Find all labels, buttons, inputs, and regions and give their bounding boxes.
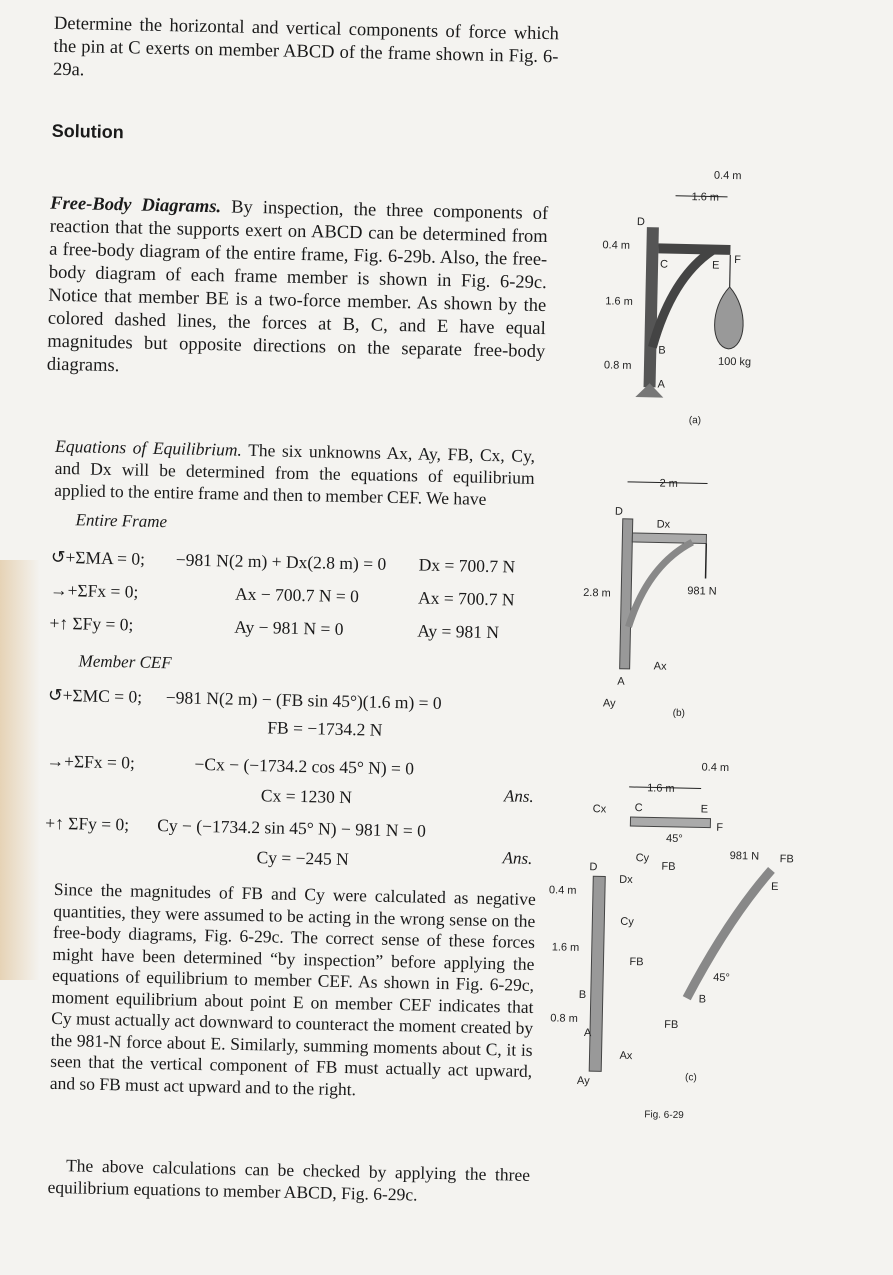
figure-caption: Fig. 6-29 (644, 1109, 684, 1122)
member-cef (632, 533, 706, 544)
dim-span-label: 2 m (659, 477, 678, 490)
since-paragraph: Since the magnitudes of FB and Cy were calculated as negative quantities, they were assumed to be acting in the wrong sense on the free-body diagrams, Fig. 6-29c. The correct sense of these forces might have been determined “by inspection” before applying the equations of equilibrium to member CEF. As shown in Fig. 6-29c, moment equilibrium about point E on member CEF indicates that Cy must actually act downward to counteract the moment created by the 981-N force about E. Similarly, summing moments about C, it is seen that the vertical component of FB must actually act upward, and so FB must act upward and to the right. (49, 878, 536, 1099)
eq-condition: →+ΣFx = 0; (49, 579, 139, 602)
member-cef (658, 243, 730, 255)
subfigure-label: (c) (684, 1072, 697, 1084)
point-label: E (711, 259, 720, 272)
eq-condition: +↑ ΣFy = 0; (45, 812, 130, 835)
dim-left-label: 0.4 m (548, 884, 577, 897)
member-cef (630, 817, 710, 828)
eq-condition: ↺+ΣMC = 0; (47, 684, 143, 707)
point-label: B (698, 993, 707, 1006)
eq-result: Dx = 700.7 N (418, 554, 516, 577)
point-label: E (770, 880, 779, 894)
member-cef-label: Member CEF (78, 651, 172, 673)
eq-expression: −981 N(2 m) − (FB sin 45°)(1.6 m) = 0 (165, 687, 442, 713)
dim-span-label: 1.6 m (691, 191, 720, 204)
point-label: C (634, 802, 643, 815)
point-label: E (700, 803, 709, 816)
figure-6-29 (544, 155, 809, 1140)
force-fb-label: FB (661, 860, 676, 873)
member-abcd (589, 876, 605, 1071)
member-be (629, 541, 693, 628)
eq-text: The six unknowns Ax, Ay, FB, Cx, Cy, and Dx will be determined from the equations of equilibrium applied to the entire frame and then to member CEF. We have (54, 439, 536, 509)
fbd-heading: Free-Body Diagrams. (50, 193, 222, 218)
eq-result: Ax = 700.7 N (417, 587, 515, 610)
force-fb-label: FB (629, 955, 644, 969)
dim-left-label: 0.8 m (603, 359, 632, 372)
eq-expression: Cy − (−1734.2 sin 45° N) − 981 N = 0 (157, 815, 427, 841)
point-label: A (657, 378, 666, 391)
dim-left-label: 1.6 m (551, 941, 580, 954)
point-label: C (659, 258, 669, 271)
force-dx-label: Dx (656, 518, 671, 531)
point-label: A (617, 675, 625, 688)
eq-condition: ↺+ΣMA = 0; (50, 546, 146, 569)
point-label: B (578, 988, 587, 1002)
point-label: A (583, 1027, 592, 1040)
figure-a (599, 167, 755, 427)
eq-expression: −981 N(2 m) + Dx(2.8 m) = 0 (175, 549, 387, 574)
dim-left-label: 1.6 m (605, 295, 633, 308)
point-label: F (716, 821, 724, 834)
figure-c (544, 758, 796, 1123)
point-label: D (614, 505, 623, 518)
angle-label: 45° (665, 832, 683, 846)
dim-height-label: 2.8 m (583, 586, 611, 600)
problem-statement: Determine the horizontal and vertical components of force which the pin at C exerts on member ABCD of the frame shown in Fig. 6-29a. (52, 13, 560, 81)
eq-result: FB = −1734.2 N (267, 717, 383, 740)
force-cy-label: Cy (635, 852, 650, 865)
equations-paragraph (54, 435, 535, 511)
point-label: D (589, 861, 598, 874)
dim-top-label: 0.4 m (701, 761, 730, 775)
force-cy-label: Cy (620, 915, 634, 929)
entire-frame-label: Entire Frame (75, 510, 168, 532)
force-fb-label: FB (779, 853, 794, 866)
angle-label: 45° (713, 971, 730, 985)
load-arrow (706, 543, 707, 578)
subfigure-label: (a) (688, 415, 702, 427)
fbd-text: By inspection, the three components of reaction that the supports exert on ABCD can be determined from a free-body diagram of the entire frame, Fig. 6-29b. Also, the free-body diagram of each frame member is shown in Fig. 6-29c. Notice that member BE is a two-force member. As shown by the colored dashed lines, the forces at B, C, and E have equal magnitudes but opposite directions on the separate free-body diagrams. (46, 197, 549, 377)
solution-heading: Solution (51, 120, 124, 143)
dim-span-label: 1.6 m (647, 782, 675, 795)
point-label: D (636, 215, 646, 229)
rope (730, 255, 731, 287)
member-abcd (620, 519, 633, 669)
eq-expression: Ax − 700.7 N = 0 (234, 583, 360, 607)
mass-label: 100 kg (717, 355, 752, 369)
point-label: F (734, 254, 742, 267)
figure-b (581, 476, 719, 720)
check-paragraph: The above calculations can be checked by applying the three equilibrium equations to member ABCD, Fig. 6-29c. (47, 1155, 531, 1205)
eq-condition: →+ΣFx = 0; (46, 750, 136, 773)
force-ax-label: Ax (653, 660, 667, 673)
force-ay-label: Ay (576, 1074, 590, 1088)
eq-expression: −Cx − (−1734.2 cos 45° N) = 0 (194, 753, 415, 779)
force-fb-label: FB (664, 1018, 679, 1032)
force-ax-label: Ax (619, 1049, 633, 1063)
eq-expression: Ay − 981 N = 0 (234, 616, 344, 639)
answer-marker: Ans. (502, 848, 533, 868)
dim-left-label: 0.8 m (550, 1012, 578, 1025)
load-label: 981 N (729, 850, 760, 863)
mass-sack (714, 287, 744, 350)
dim-top-label: 0.4 m (713, 169, 742, 183)
force-ay-label: Ay (602, 697, 616, 710)
answer-marker: Ans. (503, 786, 534, 806)
member-abcd (644, 227, 659, 387)
load-label: 981 N (687, 585, 717, 598)
eq-result: Ay = 981 N (417, 620, 500, 643)
eq-condition: +↑ ΣFy = 0; (49, 612, 134, 635)
figure-svg (544, 155, 809, 1140)
eq-result: Cy = −245 N (256, 847, 349, 870)
fbd-paragraph (47, 193, 549, 387)
force-dx-label: Dx (619, 873, 633, 887)
dim-left-label: 0.4 m (602, 239, 631, 252)
eq-heading: Equations of Equilibrium. (54, 435, 243, 460)
force-cx-label: Cx (592, 803, 607, 816)
eq-result: Cx = 1230 N (260, 785, 353, 808)
point-label: B (658, 344, 666, 357)
subfigure-label: (b) (672, 707, 686, 720)
